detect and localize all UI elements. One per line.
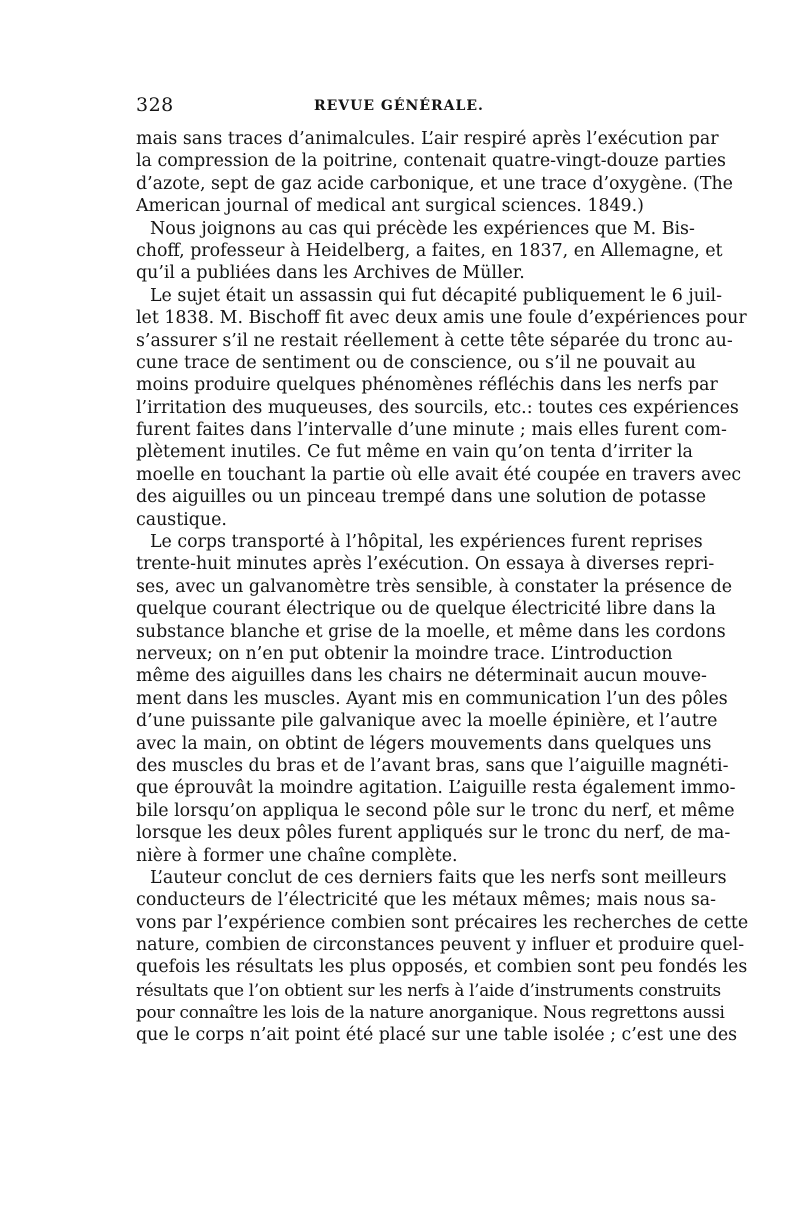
text-line: Nous joignons au cas qui précède les expériences que M. Bis-	[150, 218, 695, 239]
text-line: let 1838. M. Bischoff fit avec deux amis une foule d’expériences pour	[136, 308, 747, 329]
text-line: American journal of medical ant surgical sciences. 1849.)	[136, 196, 644, 217]
text-line: Le sujet était un assassin qui fut décapité publiquement le 6 juil-	[150, 285, 722, 306]
text-line: que le corps n’ait point été placé sur une table isolée ; c’est une des	[136, 1024, 738, 1045]
text-line: bile lorsqu’on appliqua le second pôle sur le tronc du nerf, et même	[136, 800, 735, 821]
text-line: s’assurer s’il ne restait réellement à cette tête séparée du tronc au-	[136, 330, 733, 351]
text-line: L’auteur conclut de ces derniers faits que les nerfs sont meilleurs	[150, 867, 727, 888]
text-line: cune trace de sentiment ou de conscience, ou s’il ne pouvait au	[136, 352, 696, 373]
text-line: nature, combien de circonstances peuvent y influer et produire quel-	[136, 935, 745, 956]
page-number: 328	[136, 94, 174, 116]
text-line: que éprouvât la moindre agitation. L’aiguille resta également immo-	[136, 778, 736, 799]
text-line: la compression de la poitrine, contenait quatre-vingt-douze parties	[136, 151, 726, 172]
text-line: Le corps transporté à l’hôpital, les expériences furent reprises	[150, 532, 703, 553]
text-line: plètement inutiles. Ce fut même en vain qu’on tenta d’irriter la	[136, 442, 693, 463]
text-line: avec la main, on obtint de légers mouvements dans quelques uns	[136, 733, 712, 754]
text-line: mais sans traces d’animalcules. L’air respiré après l’exécution par	[136, 129, 719, 149]
text-line: substance blanche et grise de la moelle, et même dans les cordons	[136, 621, 726, 642]
text-line: résultats que l’on obtient sur les nerfs à l’aide d’instruments construits	[136, 979, 721, 1000]
body-text	[136, 128, 749, 1046]
text-line: d’une puissante pile galvanique avec la moelle épinière, et l’autre	[136, 711, 718, 732]
text-line: d’azote, sept de gaz acide carbonique, et une trace d’oxygène. (The	[136, 173, 733, 194]
running-head: REVUE GÉNÉRALE.	[314, 98, 484, 114]
text-line: ses, avec un galvanomètre très sensible, à constater la présence de	[136, 576, 733, 597]
text-line: qu’il a publiées dans les Archives de Müller.	[136, 263, 525, 284]
text-line: caustique.	[136, 509, 227, 530]
text-line: nerveux; on n’en put obtenir la moindre trace. L’introduction	[136, 643, 673, 664]
text-line: ment dans les muscles. Ayant mis en communication l’un des pôles	[136, 688, 728, 709]
text-line: moelle en touchant la partie où elle avait été coupée en travers avec	[136, 464, 742, 485]
text-line: l’irritation des muqueuses, des sourcils, etc.: toutes ces expériences	[136, 397, 739, 418]
text-line: vons par l’expérience combien sont précaires les recherches de cette	[136, 912, 749, 933]
text-line: quefois les résultats les plus opposés, et combien sont peu fondés les	[136, 957, 748, 978]
text-line: trente-huit minutes après l’exécution. On essaya à diverses repri-	[136, 554, 715, 575]
page-header	[136, 94, 670, 120]
text-line: des aiguilles ou un pinceau trempé dans une solution de potasse	[136, 487, 707, 508]
text-line: moins produire quelques phénomènes réfléchis dans les nerfs par	[136, 375, 718, 396]
text-line: furent faites dans l’intervalle d’une minute ; mais elles furent com-	[136, 420, 727, 441]
text-line: pour connaître les lois de la nature anorganique. Nous regrettons aussi	[136, 1002, 725, 1023]
text-line: quelque courant électrique ou de quelque électricité libre dans la	[136, 599, 716, 620]
text-line: nière à former une chaîne complète.	[136, 845, 458, 866]
text-line: même des aiguilles dans les chairs ne déterminait aucun mouve-	[136, 666, 707, 687]
text-line: des muscles du bras et de l’avant bras, sans que l’aiguille magnéti-	[136, 755, 729, 776]
text-line: choff, professeur à Heidelberg, a faites, en 1837, en Allemagne, et	[136, 240, 723, 261]
text-line: conducteurs de l’électricité que les métaux mêmes; mais nous sa-	[136, 890, 717, 911]
text-line: lorsque les deux pôles furent appliqués sur le tronc du nerf, de ma-	[136, 823, 731, 844]
